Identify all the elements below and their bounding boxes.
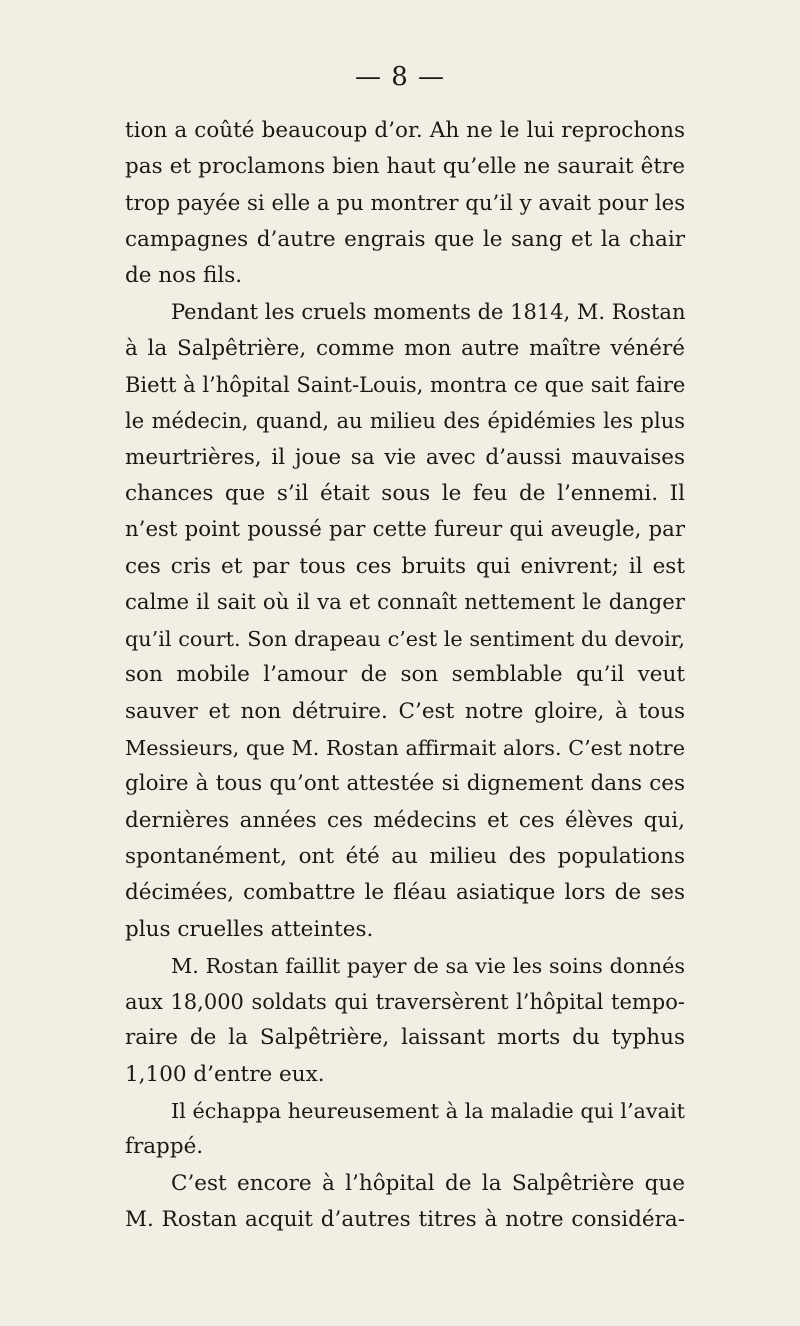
text-line: M. Rostan acquit d’autres titres à notre considéra- [125, 1206, 685, 1232]
text-line: Biett à l’hôpital Saint-Louis, montra ce que sait faire [125, 373, 686, 398]
text-line: frappé. [125, 1134, 204, 1160]
text-line: plus cruelles atteintes. [125, 916, 374, 942]
text-line: Messieurs, que M. Rostan affirmait alors. C’est notre [125, 736, 685, 761]
text-line: n’est point poussé par cette fureur qui aveugle, par [125, 517, 685, 543]
text-line: dernières années ces médecins et ces élèves qui, [125, 807, 685, 833]
text-line: décimées, combattre le fléau asiatique lors de ses [125, 880, 685, 906]
text-line: campagnes d’autre engrais que le sang et la chair [125, 226, 685, 252]
text-line: meurtrières, il joue sa vie avec d’aussi mauvaises [125, 444, 685, 470]
text-line: son mobile l’amour de son semblable qu’il veut [125, 662, 685, 688]
text-line: aux 18,000 soldats qui traversèrent l’hôpital tempo- [125, 990, 685, 1015]
text-line: tion a coûté beaucoup d’or. Ah ne le lui reprochons [125, 118, 685, 143]
text-line: chances que s’il était sous le feu de l’ennemi. Il [125, 480, 685, 506]
body-text [125, 113, 685, 1238]
text-line: M. Rostan faillit payer de sa vie les soins donnés [171, 953, 685, 978]
text-line: le médecin, quand, au milieu des épidémies les plus [125, 409, 685, 434]
text-line: raire de la Salpêtrière, laissant morts du typhus [125, 1025, 685, 1051]
text-line: trop payée si elle a pu montrer qu’il y avait pour les [125, 190, 686, 216]
text-line: pas et proclamons bien haut qu’elle ne saurait être [125, 154, 685, 180]
text-line: spontanément, ont été au milieu des populations [125, 843, 685, 869]
page-number: — 8 — [354, 62, 446, 92]
text-line: de nos fils. [125, 263, 243, 289]
text-line: calme il sait où il va et connaît nettement le danger [125, 589, 685, 615]
text-line: 1,100 d’entre eux. [125, 1061, 325, 1087]
text-line: sauver et non détruire. C’est notre gloire, à tous [125, 698, 685, 724]
text-line: Pendant les cruels moments de 1814, M. Rostan [171, 300, 686, 325]
text-line: Il échappa heureusement à la maladie qui l’avait [171, 1099, 685, 1124]
text-line: qu’il court. Son drapeau c’est le sentiment du devoir, [125, 627, 685, 652]
text-line: ces cris et par tous ces bruits qui enivrent; il est [125, 553, 685, 579]
text-line: C’est encore à l’hôpital de la Salpêtrière que [171, 1170, 685, 1196]
text-line: à la Salpêtrière, comme mon autre maître vénéré [125, 335, 685, 361]
text-line: gloire à tous qu’ont attestée si dignement dans ces [125, 771, 685, 797]
